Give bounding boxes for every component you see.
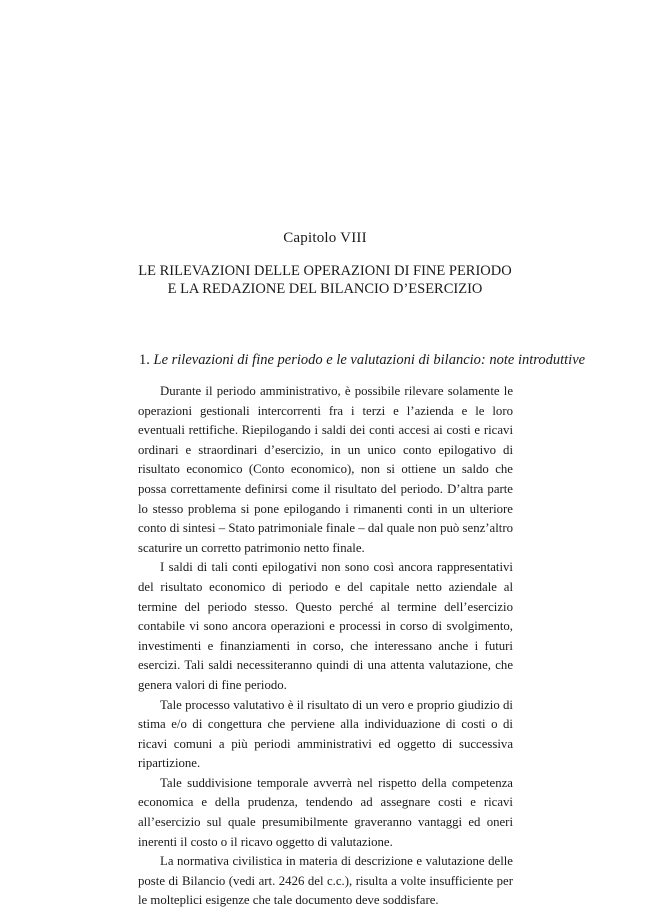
paragraph: La normativa civilistica in materia di descrizione e valutazione delle poste di Bilancio (vedi art. 2426 del c.c.), risulta a volte insufficiente per le molteplici esigenze che tale documento deve soddisfare.	[138, 854, 513, 908]
paragraph: Tale processo valutativo è il risultato di un vero e proprio giudizio di stima e/o di congettura che perviene alla individuazione di costi o di ricavi comuni a più periodi amministrativi ed oggetto di successiva ripartizione.	[138, 697, 513, 771]
chapter-title-line-2: E LA REDAZIONE DEL BILANCIO D’ESERCIZIO	[167, 281, 483, 297]
section-number: 1.	[139, 352, 150, 368]
chapter-label: Capitolo VIII	[283, 230, 367, 246]
body-text	[138, 382, 513, 911]
section-heading	[139, 352, 586, 369]
paragraph: I saldi di tali conti epilogativi non sono così ancora rappresentativi del risultato economico di periodo e del capitale netto aziendale al termine del periodo stesso. Questo perché al termine dell’esercizio contabile vi sono ancora operazioni e processi in corso di svolgimento, investimenti e finanziamenti in corso, che interessano anche i futuri esercizi. Tali saldi necessiteranno quindi di una attenta valutazione, che genera valori di fine periodo.	[138, 560, 513, 692]
section-title: Le rilevazioni di fine periodo e le valutazioni di bilancio: note introduttive	[153, 352, 586, 368]
paragraph: Durante il periodo amministrativo, è possibile rilevare solamente le operazioni gestionali intercorrenti fra i terzi e l’azienda e le loro eventuali rettifiche. Riepilogando i saldi dei conti accesi ai costi e ricavi ordinari e straordinari d’esercizio, in un unico conto epilogativo di risultato economico (Conto economico), non si ottiene un saldo che possa correttamente definirsi come il risultato del periodo. D’altra parte lo stesso problema si pone epilogando i rimanenti conti in un ulteriore conto di sintesi – Stato patrimoniale finale – dal quale non può senz’altro scaturire un corretto patrimonio netto finale.	[138, 384, 513, 555]
paragraph: Tale suddivisione temporale avverrà nel rispetto della competenza economica e della prudenza, tendendo ad assegnare costi e ricavi all’esercizio sul quale presumibilmente graveranno vantaggi ed oneri inerenti il costo o il ricavo oggetto di valutazione.	[138, 775, 513, 849]
chapter-title-line-1: LE RILEVAZIONI DELLE OPERAZIONI DI FINE PERIODO	[138, 263, 512, 279]
chapter-title	[0, 262, 650, 298]
